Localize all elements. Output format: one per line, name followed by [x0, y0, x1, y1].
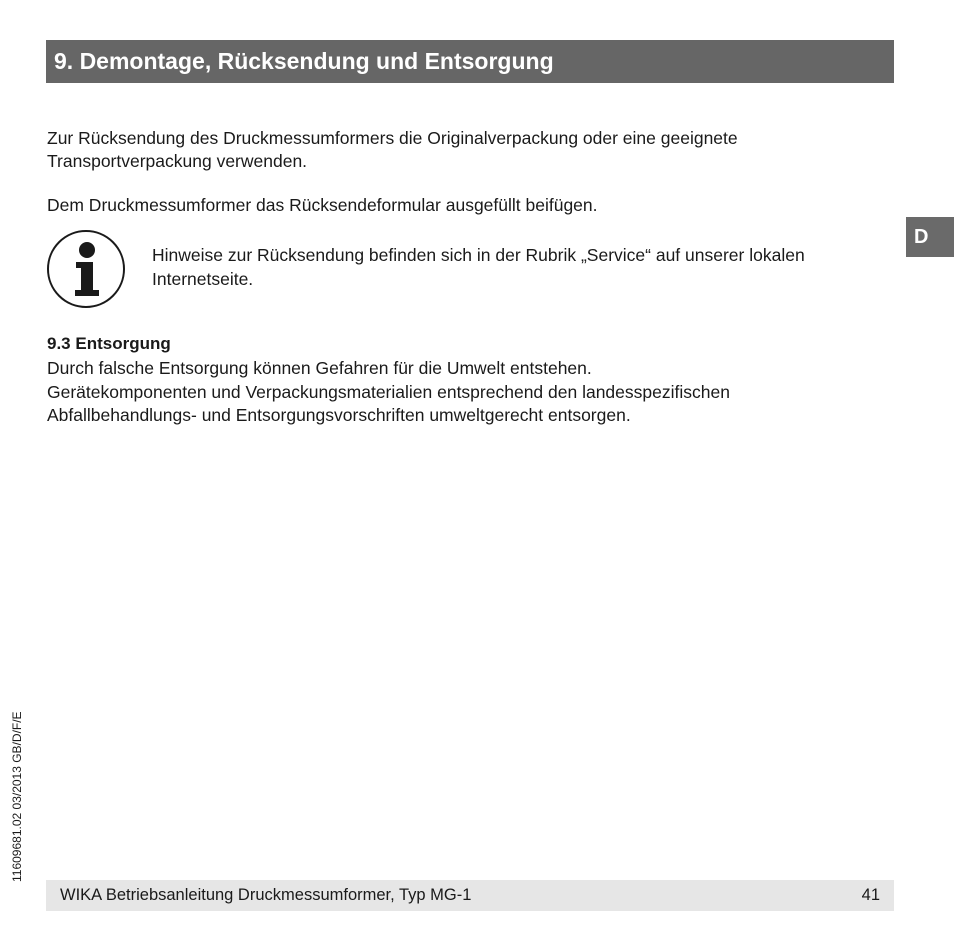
page-number: 41: [861, 886, 880, 904]
subsection-heading: 9.3 Entsorgung: [47, 334, 171, 353]
body-line: Gerätekomponenten und Verpackungsmaterialien entsprechend den landesspezifischen: [47, 381, 730, 402]
document-code: 11609681.02 03/2013 GB/D/F/E: [10, 711, 24, 882]
body-line: Durch falsche Entsorgung können Gefahren für die Umwelt entstehen.: [47, 358, 592, 378]
subsection-body: [47, 357, 867, 428]
footer-title: WIKA Betriebsanleitung Druckmessumformer, Typ MG-1: [60, 886, 472, 904]
section-title: 9. Demontage, Rücksendung und Entsorgung: [46, 40, 894, 83]
body-line: Abfallbehandlungs- und Entsorgungsvorschriften umweltgerecht entsorgen.: [47, 405, 631, 425]
return-packaging-paragraph: Zur Rücksendung des Druckmessumformers die Originalverpackung oder eine geeignete Transportverpackung verwenden.: [47, 128, 738, 171]
language-tab: D: [906, 217, 954, 257]
footer: [46, 880, 894, 911]
info-icon: [46, 229, 126, 309]
return-form-paragraph: Dem Druckmessumformer das Rücksendeformular ausgefüllt beifügen.: [47, 195, 598, 215]
info-note-text: Hinweise zur Rücksendung befinden sich in der Rubrik „Service“ auf unserer lokalen Internetseite.: [152, 245, 805, 289]
